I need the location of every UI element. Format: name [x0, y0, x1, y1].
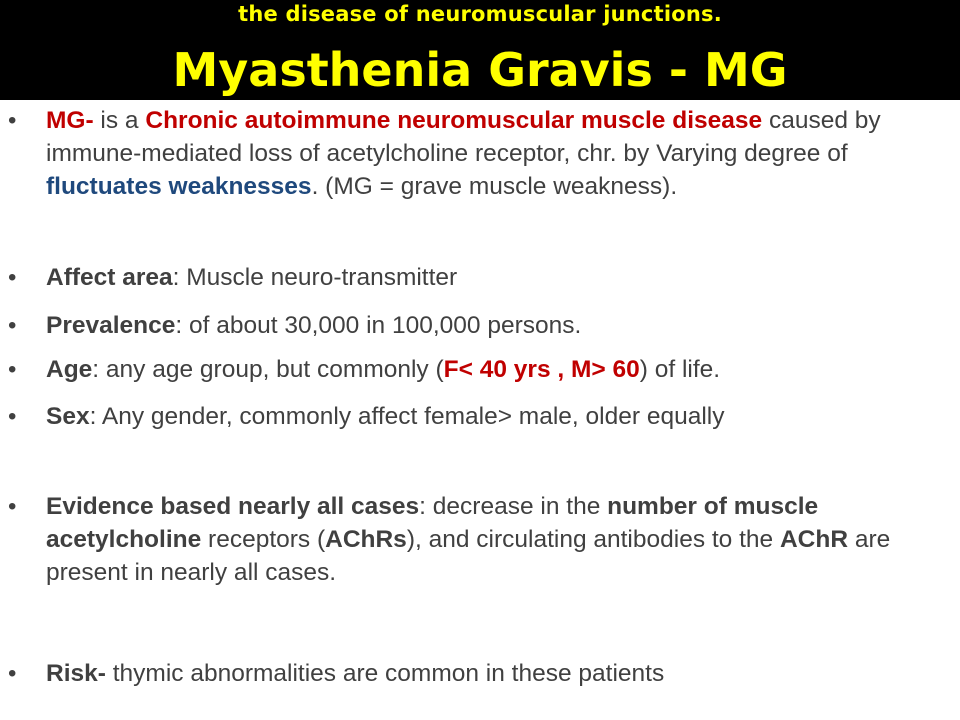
- text: is a: [93, 107, 146, 134]
- text: : any age group, but commonly (: [92, 356, 444, 383]
- bullet-risk: [46, 657, 946, 690]
- text: are present in nearly all cases.: [46, 526, 891, 586]
- text: : decrease in the: [419, 493, 608, 520]
- bold-achr: AChR: [779, 526, 849, 553]
- text: : of about 30,000 in 100,000 persons.: [175, 312, 582, 339]
- text: : Muscle neuro-transmitter: [172, 264, 458, 291]
- highlight-disease-type: Chronic autoimmune neuromuscular muscle disease: [145, 107, 763, 134]
- text: receptors (: [201, 526, 326, 553]
- bullet-affect-area: [46, 261, 946, 294]
- slide-content: [0, 100, 960, 720]
- bullet-evidence: [46, 490, 946, 589]
- bullet-sex: [46, 400, 946, 433]
- bullet-definition: [46, 104, 946, 203]
- highlight-weakness: fluctuates weaknesses: [46, 173, 312, 200]
- text: ) of life.: [639, 356, 721, 383]
- slide-subtitle: the disease of neuromuscular junctions.: [238, 2, 722, 26]
- text: : Any gender, commonly affect female> male, older equally: [89, 403, 725, 430]
- label-prevalence: Prevalence: [46, 312, 176, 339]
- bold-achrs: AChRs: [325, 526, 407, 553]
- text: ), and circulating antibodies to the: [406, 526, 780, 553]
- text: caused by immune-mediated loss of acetylcholine receptor, chr. by Varying degree of: [46, 107, 881, 167]
- bullet-age: [46, 353, 946, 386]
- bold-number-of-receptors: number of muscle acetylcholine: [46, 493, 819, 553]
- slide-title: Myasthenia Gravis - MG: [172, 43, 788, 97]
- label-sex: Sex: [46, 403, 90, 430]
- label-affect-area: Affect area: [46, 264, 173, 291]
- label-risk: Risk-: [46, 660, 106, 687]
- bullet-prevalence: [46, 309, 946, 342]
- highlight-age-range: F< 40 yrs , M> 60: [443, 356, 640, 383]
- label-age: Age: [46, 356, 93, 383]
- text: . (MG = grave muscle weakness).: [311, 173, 678, 200]
- term-mg: MG-: [46, 107, 94, 134]
- label-evidence: Evidence based nearly all cases: [46, 493, 420, 520]
- text: thymic abnormalities are common in these patients: [105, 660, 665, 687]
- slide-header: [0, 0, 960, 100]
